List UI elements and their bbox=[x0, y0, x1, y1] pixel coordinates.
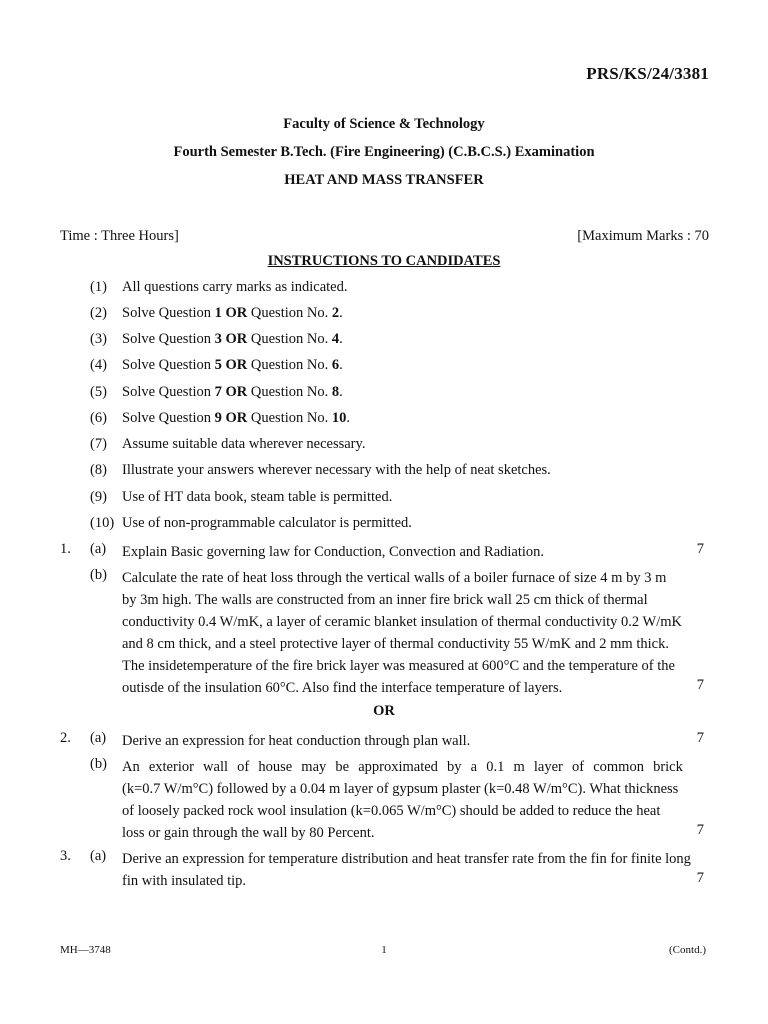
faculty-title: Faculty of Science & Technology bbox=[283, 116, 485, 132]
instruction-number: (4) bbox=[90, 357, 107, 373]
instruction-text: All questions carry marks as indicated. bbox=[122, 279, 348, 295]
question-text: Explain Basic governing law for Conduction, Convection and Radiation. bbox=[122, 544, 545, 560]
instruction-text: Solve Question 7 OR Question No. 8. bbox=[122, 384, 343, 400]
instruction-text: Illustrate your answers wherever necessary with the help of neat sketches. bbox=[122, 462, 551, 478]
instruction-number: (2) bbox=[90, 305, 107, 321]
instruction-text: Use of HT data book, steam table is permitted. bbox=[122, 489, 393, 505]
time-allowed: Time : Three Hours] bbox=[60, 228, 179, 244]
instruction-number: (5) bbox=[90, 384, 107, 400]
continued-label: (Contd.) bbox=[669, 944, 706, 956]
instruction-text: Assume suitable data wherever necessary. bbox=[122, 436, 366, 452]
instruction-number: (6) bbox=[90, 410, 107, 426]
question-part-label: (b) bbox=[90, 567, 107, 583]
page-number: 1 bbox=[381, 944, 387, 956]
question-number: 2. bbox=[60, 730, 71, 746]
instruction-number: (7) bbox=[90, 436, 107, 452]
question-marks: 7 bbox=[696, 677, 704, 693]
instructions-heading: INSTRUCTIONS TO CANDIDATES bbox=[267, 253, 501, 269]
instruction-text: Solve Question 5 OR Question No. 6. bbox=[122, 357, 343, 373]
instruction-number: (3) bbox=[90, 331, 107, 347]
question-text: Derive an expression for heat conduction through plan wall. bbox=[122, 733, 471, 749]
question-2b bbox=[60, 756, 710, 846]
question-part-label: (b) bbox=[90, 756, 107, 772]
instruction-text: Solve Question 1 OR Question No. 2. bbox=[122, 305, 343, 321]
paper-code: PRS/KS/24/3381 bbox=[586, 64, 709, 83]
instruction-text: Use of non-programmable calculator is permitted. bbox=[122, 515, 412, 531]
question-1b bbox=[60, 567, 710, 699]
question-text: Calculate the rate of heat loss through the vertical walls of a boiler furnace of size 4 m by 3 m by 3m high. The walls are constructed from an inner fire brick wall 25 cm thick of thermal conductivity 0.4 W/mK, a layer of ceramic blanket insulation of thermal conductivity 0.2 W/mK and 8 cm thick, and a steel protective layer of thermal conductivity 55 W/mK and 2 mm thick. The insidetemperature of the fire brick layer was measured at 600°C and the temperature of the outisde of the insulation 60°C. Also find the interface temperature of layers. bbox=[122, 570, 682, 696]
maximum-marks: [Maximum Marks : 70 bbox=[577, 228, 709, 244]
instruction-number: (1) bbox=[90, 279, 107, 295]
or-separator: OR bbox=[373, 703, 395, 719]
instruction-number: (9) bbox=[90, 489, 107, 505]
question-marks: 7 bbox=[696, 822, 704, 838]
question-part-label: (a) bbox=[90, 541, 107, 557]
footer-paper-code: MH—3748 bbox=[60, 944, 111, 956]
question-marks: 7 bbox=[696, 870, 704, 886]
instruction-text: Solve Question 3 OR Question No. 4. bbox=[122, 331, 343, 347]
question-marks: 7 bbox=[696, 541, 704, 557]
instruction-text: Solve Question 9 OR Question No. 10. bbox=[122, 410, 350, 426]
question-part-label: (a) bbox=[90, 848, 107, 864]
instruction-number: (8) bbox=[90, 462, 107, 478]
question-number: 1. bbox=[60, 541, 71, 557]
instruction-number: (10) bbox=[90, 515, 115, 531]
question-text: Derive an expression for temperature distribution and heat transfer rate from the fin for finite long fin with insulated tip. bbox=[122, 851, 691, 889]
question-number: 3. bbox=[60, 848, 71, 864]
question-part-label: (a) bbox=[90, 730, 107, 746]
question-marks: 7 bbox=[696, 730, 704, 746]
question-text: An exterior wall of house may be approximated by a 0.1 m layer of common brick (k=0.7 W/m°C) followed by a 0.04 m layer of gypsum plaster (k=0.48 W/m°C). What thickness of loosely packed rock wool insulation (k=0.065 W/m°C) should be added to reduce the heat loss or gain through the wall by 80 Percent. bbox=[122, 759, 683, 841]
question-3a bbox=[60, 848, 710, 894]
subject-title: HEAT AND MASS TRANSFER bbox=[284, 172, 484, 188]
exam-title: Fourth Semester B.Tech. (Fire Engineering) (C.B.C.S.) Examination bbox=[173, 144, 595, 160]
